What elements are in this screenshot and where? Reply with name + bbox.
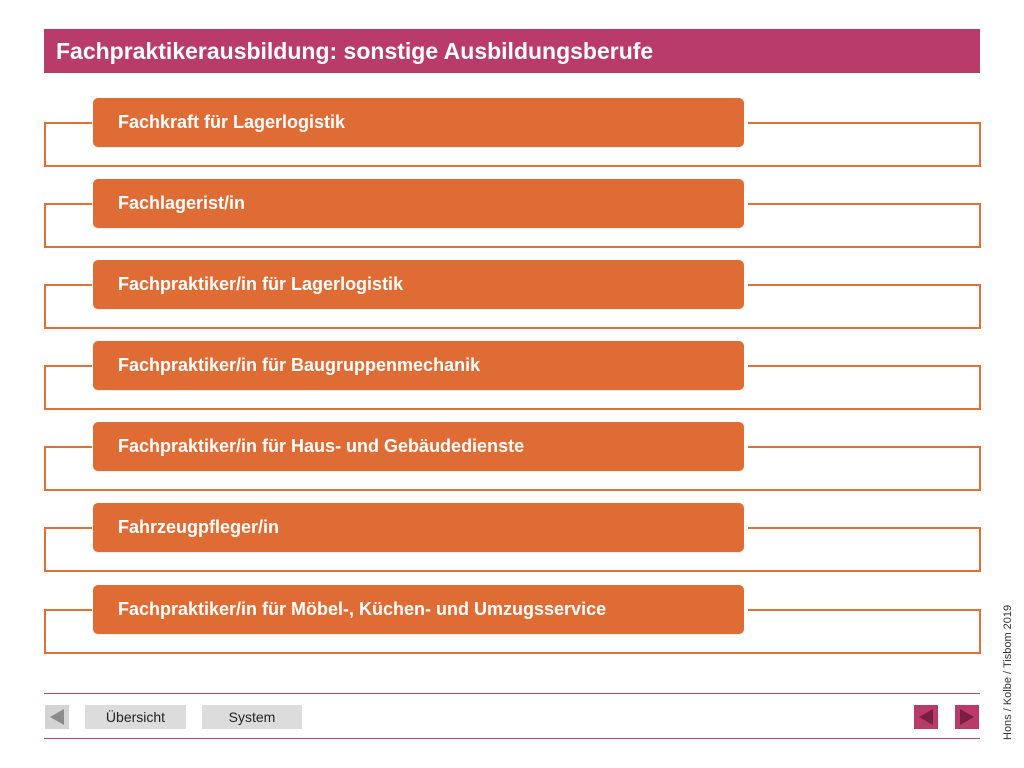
item-frame (44, 284, 92, 329)
item-frame (748, 284, 981, 329)
profession-button[interactable]: Fachlagerist/in (93, 179, 744, 228)
back-button[interactable] (45, 705, 69, 729)
item-frame-line (90, 570, 750, 572)
list-item (0, 503, 1024, 575)
list-item (0, 260, 1024, 332)
item-frame-line (90, 246, 750, 248)
list-item (0, 422, 1024, 494)
list-item (0, 341, 1024, 413)
item-frame (748, 446, 981, 491)
next-arrow-icon (960, 709, 974, 725)
credit-text: Hons / Kolbe / Tisbom 2019 (1002, 604, 1014, 740)
profession-button[interactable]: Fahrzeugpfleger/in (93, 503, 744, 552)
item-frame (748, 527, 981, 572)
item-frame (748, 122, 981, 167)
profession-button[interactable]: Fachkraft für Lagerlogistik (93, 98, 744, 147)
footer-divider-top (44, 693, 980, 694)
item-frame (44, 365, 92, 410)
list-item (0, 98, 1024, 170)
back-arrow-icon (50, 709, 64, 725)
profession-button[interactable]: Fachpraktiker/in für Lagerlogistik (93, 260, 744, 309)
footer-divider-bottom (44, 738, 980, 739)
item-frame (44, 122, 92, 167)
item-frame (748, 365, 981, 410)
page-title: Fachpraktikerausbildung: sonstige Ausbildungsberufe (44, 29, 980, 73)
item-frame-line (90, 165, 750, 167)
overview-button[interactable]: Übersicht (85, 705, 186, 729)
item-frame (44, 446, 92, 491)
profession-button[interactable]: Fachpraktiker/in für Haus- und Gebäudedienste (93, 422, 744, 471)
item-frame-line (90, 652, 750, 654)
prev-button[interactable] (914, 705, 938, 729)
profession-button[interactable]: Fachpraktiker/in für Möbel-, Küchen- und Umzugsservice (93, 585, 744, 634)
prev-arrow-icon (919, 709, 933, 725)
item-frame-line (90, 408, 750, 410)
list-item (0, 585, 1024, 657)
list-item (0, 179, 1024, 251)
item-frame-line (90, 489, 750, 491)
item-frame-line (90, 327, 750, 329)
item-frame (748, 609, 981, 654)
system-button[interactable]: System (202, 705, 302, 729)
item-frame (44, 609, 92, 654)
item-frame (44, 203, 92, 248)
next-button[interactable] (955, 705, 979, 729)
profession-button[interactable]: Fachpraktiker/in für Baugruppenmechanik (93, 341, 744, 390)
item-frame (44, 527, 92, 572)
item-frame (748, 203, 981, 248)
